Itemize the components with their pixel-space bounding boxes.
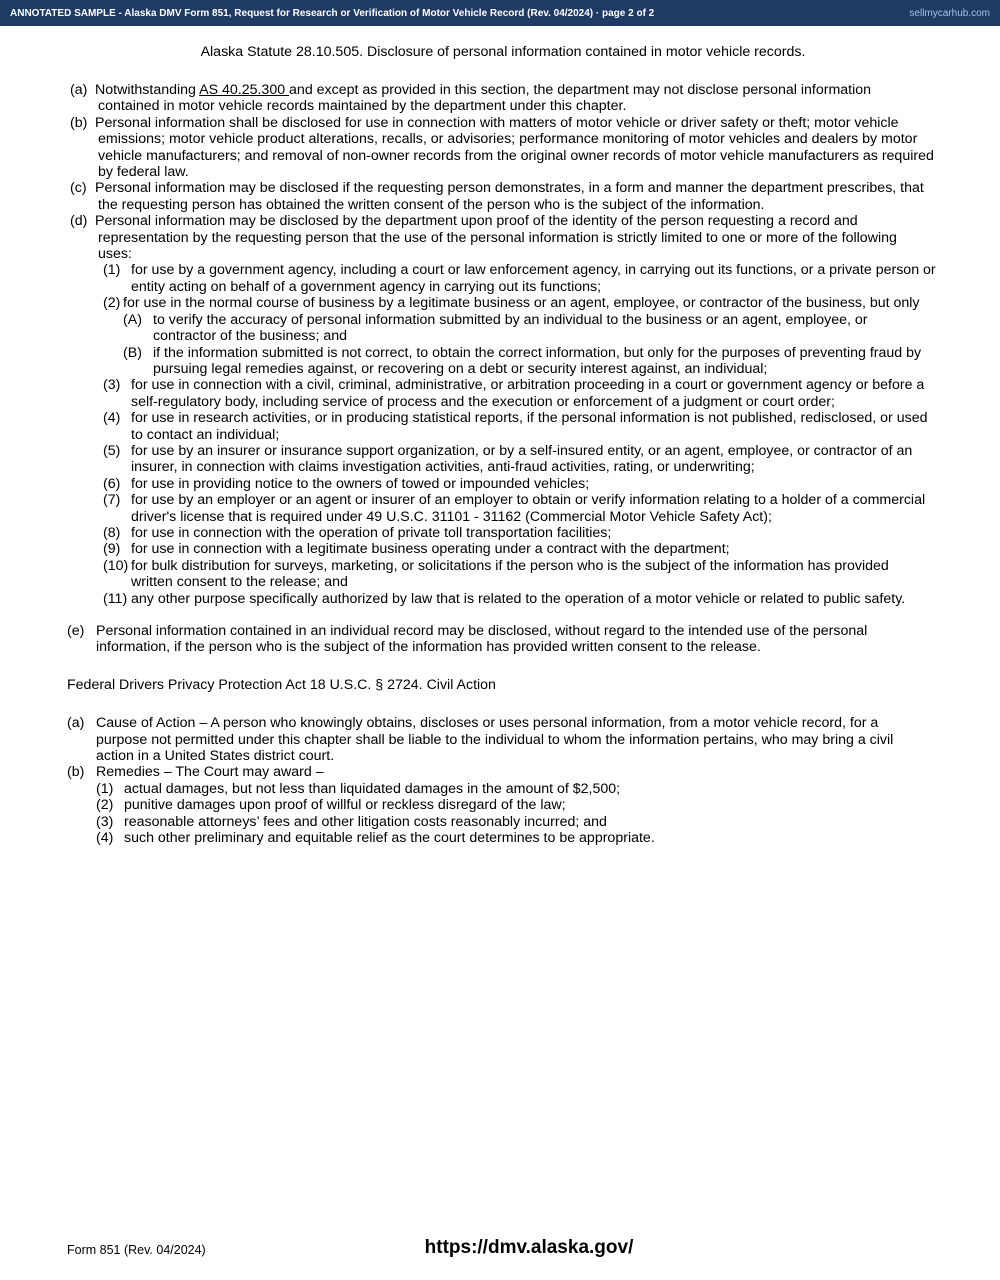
banner-site-link[interactable]: sellmycarhub.com	[909, 7, 990, 19]
item-text: for use by a government agency, including a court or law enforcement agency, in carrying out its functions, or a private person or entity acting on behalf of a government agency in carrying out its functions;	[131, 262, 936, 295]
item-text: actual damages, but not less than liquidated damages in the amount of $2,500;	[124, 780, 621, 797]
item-text: Personal information may be disclosed by the department upon proof of the identity of the person requesting a record and representation by the requesting person that the use of the personal information is strictly limited to one or more of the following uses:	[95, 213, 897, 263]
statute-item-a	[0, 82, 1000, 115]
item-text: for use in providing notice to the owners of towed or impounded vehicles;	[131, 475, 590, 492]
item-text: for use by an employer or an agent or insurer of an employer to obtain or verify information relating to a holder of a commercial driver's license that is required under 49 U.S.C. 31101 - 31162 (Commercial Motor Vehicle Safety Act);	[131, 492, 926, 525]
form-revision: Form 851 (Rev. 04/2024)	[67, 1243, 206, 1257]
statute-item-b	[0, 115, 1000, 181]
use-item-2	[0, 295, 1000, 311]
item-text: for use in connection with a civil, criminal, administrative, or arbitration proceeding in a court or government agency or before a self-regulatory body, including service of process and the execution or enforcement of a judgment or court order;	[131, 377, 925, 410]
item-text: punitive damages upon proof of willful or reckless disregard of the law;	[124, 797, 566, 814]
dmv-website-link[interactable]: https://dmv.alaska.gov/	[424, 1237, 634, 1258]
item-text-post: and except as provided in this section, the department may not disclose personal information contained in motor vehicle records maintained by the department under this chapter.	[98, 82, 872, 115]
item-text-pre: Notwithstanding	[95, 82, 200, 98]
use-item-7	[0, 492, 1000, 525]
item-label: (7)	[103, 492, 121, 509]
item-label: (11)	[103, 590, 128, 607]
use-item-10	[0, 558, 1000, 591]
federal-item-b	[0, 764, 1000, 780]
use-item-11	[0, 591, 1000, 607]
banner-title: ANNOTATED SAMPLE - Alaska DMV Form 851, Request for Research or Verification of Motor Vehicle Record (Rev. 04/2024) · page 2 of 2	[10, 7, 655, 19]
federal-list	[0, 715, 1000, 846]
statute-item-d	[0, 213, 1000, 262]
item-label: (c)	[70, 180, 87, 197]
item-text: Cause of Action – A person who knowingly obtains, discloses or uses personal information, from a motor vehicle record, for a purpose not permitted under this chapter shall be liable to the individual to whom the information pertains, who may bring a civil action in a United States district court.	[96, 715, 894, 765]
use-item-3	[0, 377, 1000, 410]
item-label: (e)	[67, 623, 85, 639]
statute-item-c	[0, 180, 1000, 213]
item-text: for use in connection with the operation of private toll transportation facilities;	[131, 524, 612, 541]
statute-title: Alaska Statute 28.10.505. Disclosure of personal information contained in motor vehicle records.	[200, 44, 806, 60]
use-item-4	[0, 410, 1000, 443]
item-text: if the information submitted is not correct, to obtain the correct information, but only for the purposes of preventing fraud by pursuing legal remedies against, or recovering on a debt or security interest against, an individual;	[153, 344, 922, 377]
item-label: (5)	[103, 442, 121, 459]
item-text: such other preliminary and equitable relief as the court determines to be appropriate.	[124, 830, 655, 847]
item-text: Personal information contained in an individual record may be disclosed, without regard to the intended use of the personal information, if the person who is the subject of the information has provided written consent to the release.	[96, 623, 868, 656]
item-label: (6)	[103, 475, 121, 492]
federal-item-a	[0, 715, 1000, 764]
use-item-9	[0, 541, 1000, 557]
item-label: (a)	[67, 715, 85, 732]
item-text: for use in the normal course of business by a legitimate business or an agent, employee, or contractor of the business, but only	[123, 295, 920, 312]
document-body	[0, 26, 1000, 846]
item-label: (10)	[103, 557, 129, 574]
item-text: Personal information shall be disclosed for use in connection with matters of motor vehicle or driver safety or theft; motor vehicle emissions; motor vehicle product alterations, recalls, or advisories; performance monitoring of motor vehicles and dealers by motor vehicle manufacturers; and removal of non-owner records from the original owner records of motor vehicle manufacturers as required by federal law.	[95, 114, 934, 181]
item-label: (4)	[96, 830, 114, 847]
item-text: to verify the accuracy of personal information submitted by an individual to the business or an agent, employee, or contractor of the business; and	[153, 311, 868, 345]
item-text: Personal information may be disclosed if the requesting person demonstrates, in a form and manner the department prescribes, that the requesting person has obtained the written consent of the person who is the subject of the information.	[95, 180, 924, 213]
item-label: (2)	[96, 797, 114, 814]
as-40-25-300-link[interactable]: AS 40.25.300	[199, 82, 290, 98]
item-text: for use by an insurer or insurance support organization, or by a self-insured entity, or an agent, employee, or contractor of an insurer, in connection with claims investigation activities, anti-fraud activities, rating, or underwriting;	[131, 442, 913, 476]
remedy-item-3	[0, 814, 1000, 830]
statute-list	[0, 82, 1000, 656]
item-label: (8)	[103, 524, 121, 541]
remedy-item-4	[0, 830, 1000, 846]
item-text: reasonable attorneys’ fees and other litigation costs reasonably incurred; and	[124, 813, 607, 830]
item-label: (B)	[123, 344, 142, 361]
statute-item-e	[0, 623, 1000, 656]
item-label: (3)	[103, 377, 121, 394]
use-item-2b	[0, 345, 1000, 378]
item-label: (A)	[123, 311, 142, 328]
use-item-5	[0, 443, 1000, 476]
use-item-6	[0, 476, 1000, 492]
remedy-item-1	[0, 781, 1000, 797]
item-text	[95, 82, 898, 115]
item-label: (3)	[96, 813, 114, 830]
use-item-8	[0, 525, 1000, 541]
item-text: any other purpose specifically authorized by law that is related to the operation of a motor vehicle or related to public safety.	[131, 590, 906, 607]
use-item-1	[0, 262, 1000, 295]
item-text: Remedies – The Court may award –	[96, 764, 324, 781]
item-label: (b)	[67, 764, 85, 781]
remedy-item-2	[0, 797, 1000, 813]
item-label: (2)	[103, 295, 121, 312]
item-label: (d)	[70, 213, 88, 230]
item-label: (a)	[70, 82, 88, 98]
header-banner	[0, 0, 1000, 26]
item-text: for use in connection with a legitimate business operating under a contract with the department;	[131, 541, 730, 558]
use-item-2a	[0, 312, 1000, 345]
item-label: (b)	[70, 114, 88, 131]
item-text: for bulk distribution for surveys, marketing, or solicitations if the person who is the subject of the information has provided written consent to the release; and	[131, 557, 889, 591]
item-text: for use in research activities, or in producing statistical reports, if the personal information is not published, redisclosed, or used to contact an individual;	[131, 410, 928, 443]
item-label: (4)	[103, 410, 121, 427]
item-label: (1)	[96, 780, 114, 797]
item-label: (9)	[103, 541, 121, 558]
federal-title: Federal Drivers Privacy Protection Act 18 U.S.C. § 2724. Civil Action	[67, 676, 496, 693]
item-label: (1)	[103, 262, 121, 279]
